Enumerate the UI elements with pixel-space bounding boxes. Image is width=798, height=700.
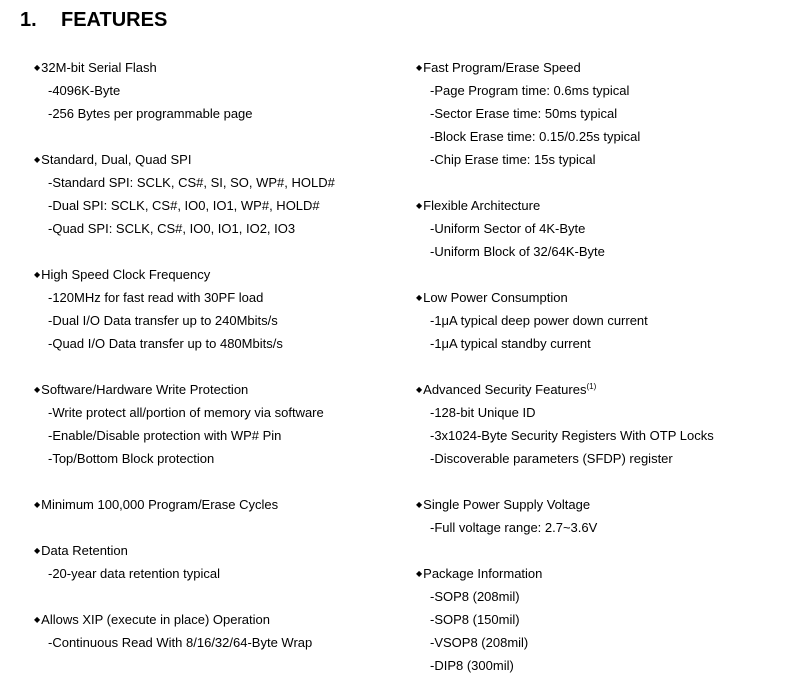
feature-heading [416, 562, 786, 585]
feature-item: -256 Bytes per programmable page [48, 106, 253, 121]
feature-heading-text: Flexible Architecture [423, 198, 541, 213]
feature-item: -Dual I/O Data transfer up to 240Mbits/s [48, 313, 278, 328]
feature-heading [34, 148, 404, 171]
feature-heading-text: Data Retention [41, 543, 128, 558]
feature-item: -20-year data retention typical [48, 566, 220, 581]
feature-item: -Full voltage range: 2.7~3.6V [430, 520, 598, 535]
diamond-bullet-icon: ◆ [416, 385, 423, 394]
feature-heading-text: High Speed Clock Frequency [41, 267, 211, 282]
feature-heading-text: Software/Hardware Write Protection [41, 382, 249, 397]
feature-item: -DIP8 (300mil) [430, 658, 514, 673]
diamond-bullet-icon: ◆ [416, 500, 423, 509]
diamond-bullet-icon: ◆ [34, 270, 41, 279]
feature-heading-text: Minimum 100,000 Program/Erase Cycles [41, 497, 279, 512]
feature-section [416, 493, 786, 539]
diamond-bullet-icon: ◆ [34, 385, 41, 394]
diamond-bullet-icon: ◆ [416, 569, 423, 578]
feature-item: -SOP8 (150mil) [430, 612, 520, 627]
feature-heading [416, 493, 786, 516]
feature-heading-text: 32M-bit Serial Flash [41, 60, 157, 75]
feature-section [416, 194, 786, 263]
feature-heading [416, 286, 786, 309]
feature-heading-text: Single Power Supply Voltage [423, 497, 591, 512]
feature-item: -Sector Erase time: 50ms typical [430, 106, 618, 121]
feature-section [416, 286, 786, 355]
feature-heading [34, 56, 404, 79]
feature-item: -Quad I/O Data transfer up to 480Mbits/s [48, 336, 283, 351]
feature-item: -Top/Bottom Block protection [48, 451, 215, 466]
footnote-reference: (1) [586, 382, 597, 391]
feature-item: -Block Erase time: 0.15/0.25s typical [430, 129, 641, 144]
feature-section [416, 562, 786, 677]
feature-item: -1μA typical standby current [430, 336, 591, 351]
feature-item: -Uniform Block of 32/64K-Byte [430, 244, 605, 259]
feature-item: -120MHz for fast read with 30PF load [48, 290, 264, 305]
feature-item: -Page Program time: 0.6ms typical [430, 83, 630, 98]
section-number: 1. [20, 9, 37, 31]
feature-heading [34, 378, 404, 401]
feature-item: -1μA typical deep power down current [430, 313, 648, 328]
feature-item: -Quad SPI: SCLK, CS#, IO0, IO1, IO2, IO3 [48, 221, 296, 236]
feature-item: -Write protect all/portion of memory via software [48, 405, 324, 420]
feature-section [34, 148, 404, 240]
features-left-column [34, 56, 404, 677]
feature-heading [416, 194, 786, 217]
diamond-bullet-icon: ◆ [34, 500, 41, 509]
diamond-bullet-icon: ◆ [34, 615, 41, 624]
diamond-bullet-icon: ◆ [416, 293, 423, 302]
diamond-bullet-icon: ◆ [416, 201, 423, 210]
feature-item: -Discoverable parameters (SFDP) register [430, 451, 673, 466]
feature-item: -Chip Erase time: 15s typical [430, 152, 596, 167]
feature-section [34, 56, 404, 125]
feature-section [34, 263, 404, 355]
feature-section [34, 608, 404, 654]
feature-heading [34, 493, 404, 516]
feature-item: -Uniform Sector of 4K-Byte [430, 221, 586, 236]
feature-heading-text: Package Information [423, 566, 543, 581]
feature-item: -4096K-Byte [48, 83, 121, 98]
diamond-bullet-icon: ◆ [34, 546, 41, 555]
feature-item: -Enable/Disable protection with WP# Pin [48, 428, 282, 443]
feature-item: -128-bit Unique ID [430, 405, 536, 420]
diamond-bullet-icon: ◆ [34, 63, 41, 72]
feature-heading [34, 608, 404, 631]
feature-item: -3x1024-Byte Security Registers With OTP Locks [430, 428, 714, 443]
feature-heading [416, 378, 786, 401]
features-right-column [416, 56, 786, 700]
feature-heading-text: Advanced Security Features [423, 382, 587, 397]
feature-item: -Continuous Read With 8/16/32/64-Byte Wrap [48, 635, 313, 650]
feature-heading-text: Fast Program/Erase Speed [423, 60, 581, 75]
feature-section [416, 378, 786, 470]
feature-heading [34, 263, 404, 286]
feature-heading-text: Standard, Dual, Quad SPI [41, 152, 192, 167]
feature-heading [416, 56, 786, 79]
feature-item: -Dual SPI: SCLK, CS#, IO0, IO1, WP#, HOLD# [48, 198, 320, 213]
diamond-bullet-icon: ◆ [34, 155, 41, 164]
feature-heading [34, 539, 404, 562]
feature-item: -VSOP8 (208mil) [430, 635, 529, 650]
feature-heading-text: Low Power Consumption [423, 290, 568, 305]
feature-item: -Standard SPI: SCLK, CS#, SI, SO, WP#, HOLD# [48, 175, 335, 190]
feature-heading-text: Allows XIP (execute in place) Operation [41, 612, 270, 627]
feature-section [34, 493, 404, 516]
section-title [20, 6, 167, 34]
feature-item: -SOP8 (208mil) [430, 589, 520, 604]
section-title-text: FEATURES [61, 9, 168, 31]
feature-section [416, 56, 786, 171]
feature-section [34, 378, 404, 470]
diamond-bullet-icon: ◆ [416, 63, 423, 72]
feature-section [34, 539, 404, 585]
